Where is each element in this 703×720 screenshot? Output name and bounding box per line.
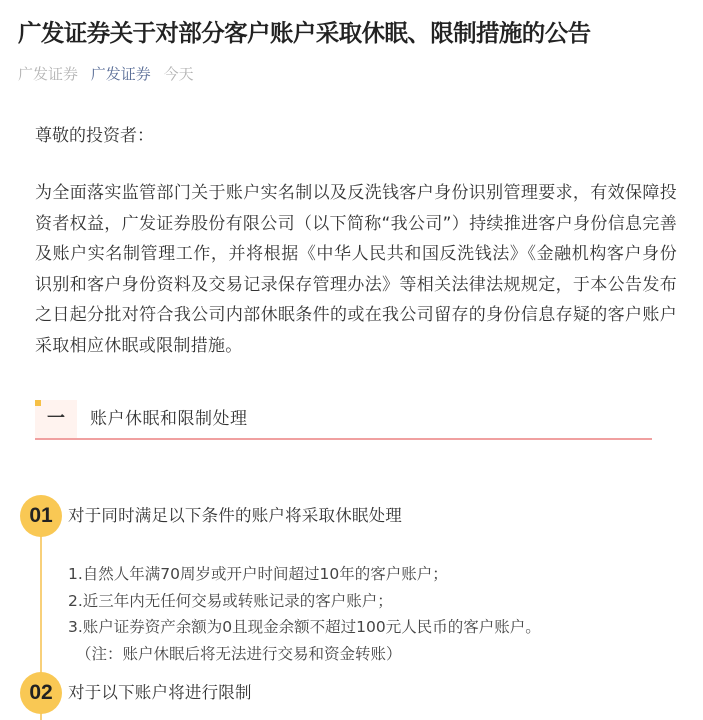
step-number-badge: 02 [20,672,62,714]
step-number-badge: 01 [20,495,62,537]
section-badge [35,400,77,438]
condition-list [68,561,541,667]
article-source: 广发证券 [18,65,79,83]
section-header [35,400,652,440]
list-item: 1.自然人年满70周岁或开户时间超过10年的客户账户； [68,565,448,583]
step-title: 对于以下账户将进行限制 [68,683,252,702]
author-link[interactable]: 广发证券 [90,65,151,83]
section-title: 账户休眠和限制处理 [90,409,248,429]
article-title: 广发证券关于对部分客户账户采取休眠、限制措施的公告 [18,19,591,47]
article-meta [18,64,202,84]
intro-paragraph: 为全面落实监管部门关于账户实名制以及反洗钱客户身份识别管理要求，有效保障投资者权益，广发证券股份有限公司（以下简称“我公司”）持续推进客户身份信息完善及账户实名制管理工作，并将根据《中华人民共和国反洗钱法》《金融机构客户身份识别和客户身份资料及交易记录保存管理办法》等相关法律法规规定，于本公告发布之日起分批对符合我公司内部休眠条件的或在我公司留存的身份信息存疑的客户账户采取相应休眠或限制措施。 [35,183,677,356]
list-note: （注：账户休眠后将无法进行交易和资金转账） [76,644,402,663]
greeting: 尊敬的投资者： [35,126,154,146]
publish-time: 今天 [163,65,194,83]
list-item: 2.近三年内无任何交易或转账记录的客户账户； [68,591,393,610]
list-item: 3.账户证券资产余额为0且现金余额不超过100元人民币的客户账户。 [68,618,541,636]
section-number: 一 [47,408,65,429]
step-title: 对于同时满足以下条件的账户将采取休眠处理 [68,506,402,525]
